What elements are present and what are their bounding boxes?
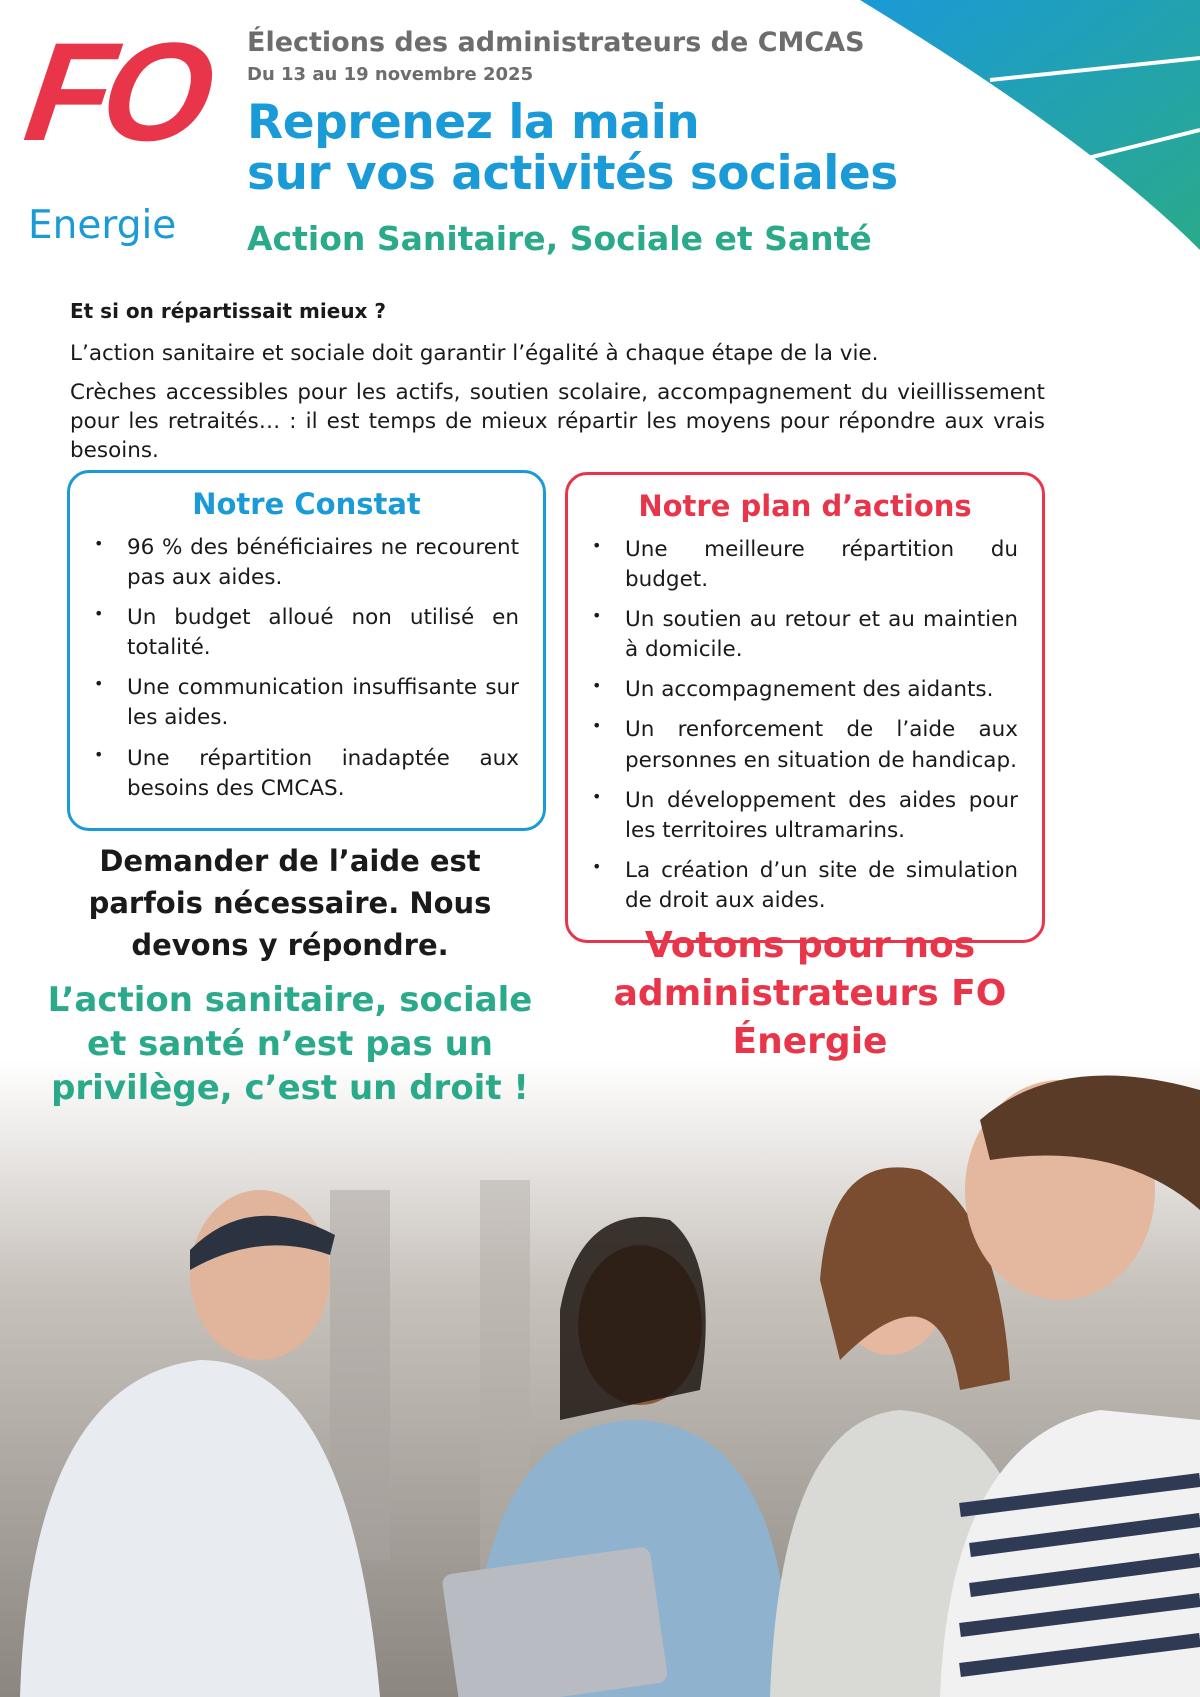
energie-logo-text: Energie (28, 203, 177, 248)
election-subtitle: Élections des administrateurs de CMCAS (247, 27, 865, 58)
intro-section (70, 298, 1045, 475)
intro-paragraph: Crèches accessibles pour les actifs, soutien scolaire, accompagnement du vieillissement pour les retraités… : il est temps de mieux répartir les moyens pour répondre aux vrais besoins. (70, 380, 1045, 464)
constat-title: Notre Constat (192, 487, 421, 521)
fo-logo: FO (17, 13, 214, 170)
intro-heading: Et si on répartissait mieux ? (70, 299, 387, 323)
list-item: • Un budget alloué non utilisé en totalité. (94, 603, 519, 663)
constat-box (67, 470, 546, 831)
right-message: L’action sanitaire, sociale et santé n’est pas un privilège, c’est un droit ! (47, 980, 533, 1109)
list-item: • Une communication insuffisante sur les aides. (94, 673, 519, 733)
page-title (247, 95, 898, 201)
list-item: • Une meilleure répartition du budget. (592, 535, 1018, 595)
election-date: Du 13 au 19 novembre 2025 (247, 64, 534, 85)
students-photo (0, 1060, 1200, 1697)
theme-title: Action Sanitaire, Sociale et Santé (247, 219, 872, 258)
plan-title: Notre plan d’actions (638, 489, 972, 523)
vote-message: Votons pour nos administrateurs FO Énergie (613, 925, 1007, 1062)
list-item: • Un soutien au retour et au maintien à domicile. (592, 605, 1018, 665)
list-item: • 96 % des bénéficiaires ne recourent pas aux aides. (94, 533, 519, 593)
title-line: sur vos activités sociales (247, 145, 898, 201)
list-item: • Une répartition inadaptée aux besoins des CMCAS. (94, 744, 519, 804)
intro-paragraph: L’action sanitaire et sociale doit garantir l’égalité à chaque étape de la vie. (70, 341, 879, 366)
list-item: • Un renforcement de l’aide aux personnes en situation de handicap. (592, 715, 1018, 775)
list-item: • La création d’un site de simulation de droit aux aides. (592, 856, 1018, 916)
title-line: Reprenez la main (247, 95, 700, 150)
action-plan-box (565, 472, 1045, 943)
list-item: • Un accompagnement des aidants. (592, 675, 1018, 705)
list-item: • Un développement des aides pour les territoires ultramarins. (592, 786, 1018, 846)
aid-message: Demander de l’aide est parfois nécessaire. Nous devons y répondre. (88, 844, 492, 963)
